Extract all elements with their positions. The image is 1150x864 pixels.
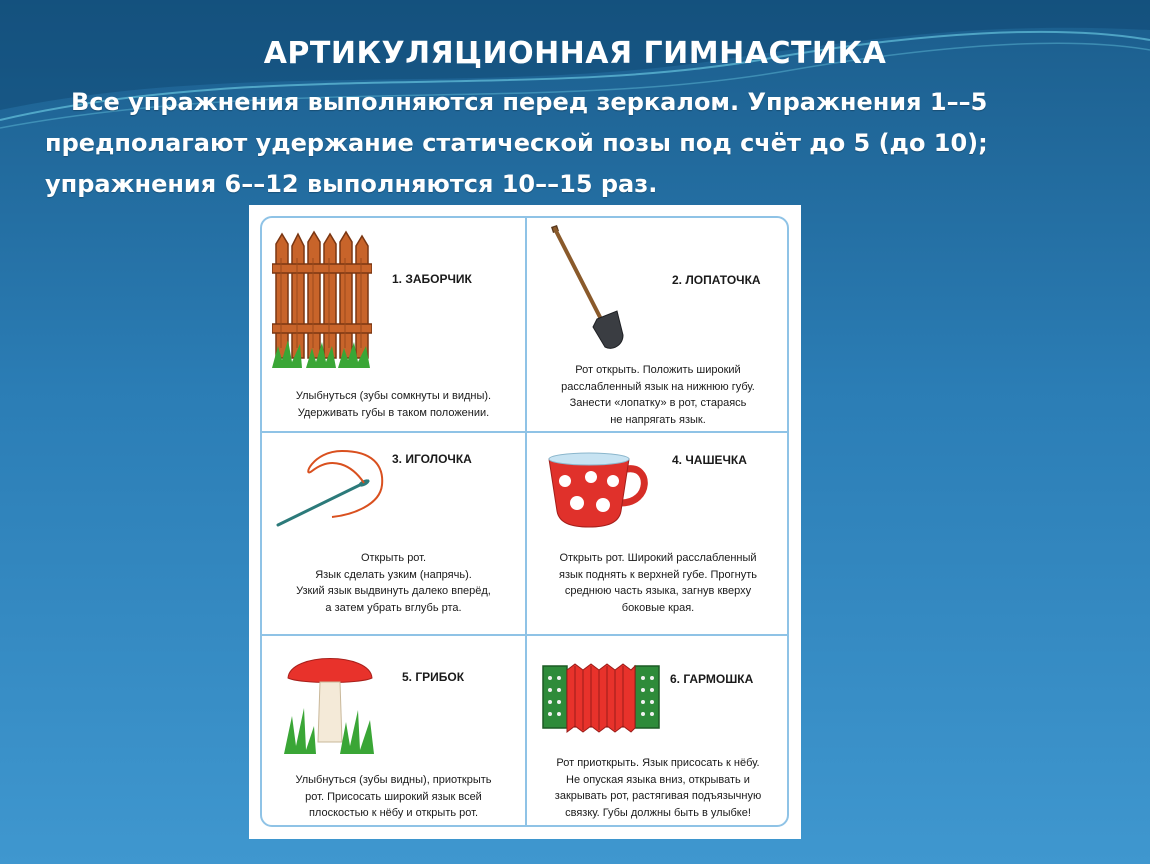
- exercise-title: 2. ЛОПАТОЧКА: [672, 273, 761, 287]
- exercise-cell-5: [262, 636, 525, 827]
- exercise-line: Не опуская языка вниз, открывать и: [566, 773, 750, 786]
- exercise-line: боковые края.: [621, 601, 695, 614]
- exercise-line: Удерживать губы в таком положении.: [297, 406, 490, 419]
- exercise-line: Язык сделать узким (напрячь).: [315, 568, 472, 581]
- exercise-description: [527, 755, 789, 821]
- exercise-cell-6: [527, 636, 789, 827]
- exercise-line: Открыть рот. Широкий расслабленный: [559, 552, 757, 564]
- exercise-card: [249, 205, 801, 839]
- exercise-line: Узкий язык выдвинуть далеко вперёд,: [296, 585, 491, 597]
- exercise-description: [262, 388, 525, 421]
- exercise-line: не напрягать язык.: [610, 413, 706, 426]
- exercise-description: [262, 772, 525, 822]
- exercise-line: рот. Присосать широкий язык всей: [305, 790, 482, 803]
- fence-icon: [272, 228, 372, 368]
- exercise-title: 3. ИГОЛОЧКА: [392, 452, 472, 466]
- exercise-line: язык поднять к верхней губе. Прогнуть: [558, 568, 758, 581]
- exercise-line: Рот приоткрыть. Язык присосать к нёбу.: [556, 757, 760, 769]
- exercise-line: плоскостью к нёбу и открыть рот.: [308, 807, 479, 819]
- exercise-description: [527, 550, 789, 616]
- exercise-line: Улыбнуться (зубы видны), приоткрыть: [295, 774, 492, 786]
- exercise-line: Рот открыть. Положить широкий: [575, 364, 741, 376]
- exercise-line: Занести «лопатку» в рот, стараясь: [569, 397, 747, 409]
- exercise-line: закрывать рот, растягивая подъязычную: [554, 790, 762, 802]
- mushroom-icon: [280, 646, 380, 756]
- exercise-cell-4: [527, 433, 789, 634]
- exercise-line: Открыть рот.: [360, 552, 427, 564]
- exercise-title: 5. ГРИБОК: [402, 670, 465, 684]
- shovel-icon: [547, 223, 627, 353]
- exercise-line: среднюю часть языка, загнув кверху: [564, 585, 752, 597]
- slide-title: АРТИКУЛЯЦИОННАЯ ГИМНАСТИКА: [263, 36, 887, 71]
- exercise-cell-3: [262, 433, 525, 634]
- needle-icon: [272, 445, 392, 535]
- exercise-title: 1. ЗАБОРЧИК: [392, 272, 472, 286]
- exercise-title: 4. ЧАШЕЧКА: [672, 453, 747, 467]
- exercise-title: 6. ГАРМОШКА: [670, 672, 754, 686]
- exercise-description: [527, 362, 789, 428]
- exercise-cell-1: [262, 218, 525, 431]
- exercise-description: [262, 550, 525, 616]
- accordion-icon: [541, 660, 661, 736]
- exercise-line: связку. Губы должны быть в улыбке!: [565, 806, 751, 819]
- intro-paragraph: [45, 82, 1125, 205]
- exercise-line: а затем убрать вглубь рта.: [325, 601, 462, 614]
- intro-line: Все упражнения выполняются перед зеркалом. Упражнения 1––5: [71, 88, 988, 116]
- cup-icon: [545, 451, 655, 531]
- exercise-line: расслабленный язык на нижнюю губу.: [561, 380, 755, 393]
- exercise-cell-2: [527, 218, 789, 431]
- intro-line: предполагают удержание статической позы под счёт до 5 (до 10);: [45, 129, 988, 157]
- intro-line: упражнения 6––12 выполняются 10––15 раз.: [45, 170, 658, 198]
- exercise-line: Улыбнуться (зубы сомкнуты и видны).: [295, 390, 492, 402]
